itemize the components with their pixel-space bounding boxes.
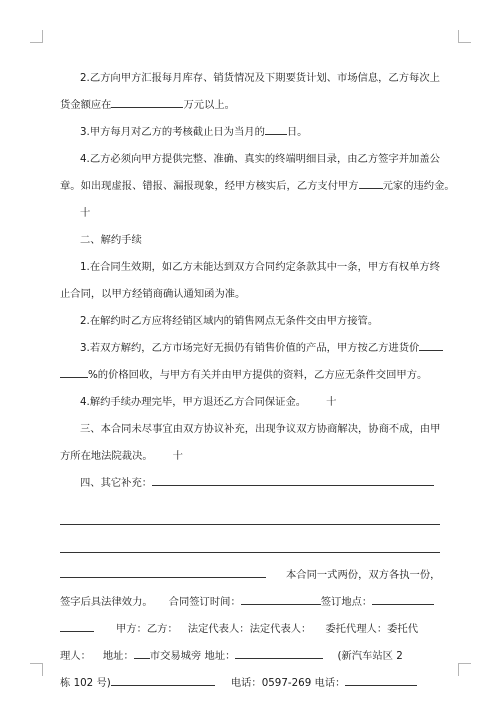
clause-text: 货金额应在: [60, 99, 112, 111]
termination-clause-2: [60, 308, 440, 335]
agent-a-label: 委托代理人：: [325, 623, 388, 635]
clause-text: 签字后具法律效力。: [60, 596, 153, 608]
document-body: [60, 65, 455, 697]
plus-text: 十: [172, 450, 183, 462]
phone-line: [60, 670, 440, 697]
clause-4-line-1: [60, 146, 440, 173]
address-a-blank[interactable]: [134, 647, 150, 659]
plus-text: 十: [326, 396, 337, 408]
crop-mark-bottom-left: [30, 663, 43, 676]
clause-text: 章。如出现虚报、错报、漏报现象，经甲方核实后，乙方支付甲方: [60, 180, 359, 192]
party-b-label: 乙方：: [146, 623, 178, 635]
clause-text: 2.在解约时乙方应将经销区域内的销售网点无条件交由甲方接管。: [80, 315, 379, 327]
plus-mark: [60, 200, 440, 227]
clause-text: 4.乙方必须向甲方提供完整、准确、真实的终端明细目录，由乙方签字并加盖公: [80, 153, 440, 165]
date-label: 合同签订时间：: [168, 596, 241, 608]
clause-text: 3.若双方解约，乙方市场完好无损仍有销售价值的产品，甲方按乙方进货价: [80, 342, 420, 354]
clause-4-line-2: [60, 173, 455, 200]
supplement-line-3[interactable]: [60, 566, 266, 578]
clause-text: 元家的违约金。: [382, 180, 455, 192]
party-a-label: 甲方：: [116, 623, 147, 635]
copies-line: [60, 562, 440, 589]
section-4-heading: [60, 470, 440, 497]
parties-line: [60, 616, 440, 643]
clause-text: 本合同一式两份，双方各执一份，: [286, 569, 441, 581]
termination-clause-3-line-2: [60, 362, 440, 389]
clause-text: 方所在地法院裁决。: [60, 450, 153, 462]
phone-b-blank[interactable]: [345, 674, 417, 686]
address-note: (新汽车站区 2: [337, 650, 403, 662]
termination-clause-3-line-1: [60, 335, 440, 362]
crop-mark-top-left: [30, 30, 43, 43]
address-extra-blank[interactable]: [111, 674, 215, 686]
day-blank[interactable]: [265, 123, 287, 135]
clause-3: [60, 119, 440, 146]
clause-2-line-1: [60, 65, 440, 92]
clause-text: 三、本合同未尽事宜由双方协议补充，出现争议双方协商解决，协商不成，由甲: [80, 423, 441, 435]
supplement-blank[interactable]: [152, 474, 434, 486]
sign-place-blank[interactable]: [372, 593, 434, 605]
supplement-line-1[interactable]: [60, 506, 440, 525]
address-b-label: 市交易城旁 地址：: [149, 650, 236, 662]
section-3-line-2: [60, 443, 440, 470]
section-2-heading: [60, 227, 440, 254]
sign-date-line: [60, 589, 440, 616]
amount-blank[interactable]: [111, 96, 183, 108]
termination-clause-4: [60, 389, 440, 416]
plus-text: 十: [80, 207, 91, 219]
clause-text: 4.解约手续办理完毕，甲方退还乙方合同保证金。: [80, 396, 307, 408]
legal-rep-b-label: 法定代表人：: [249, 623, 312, 635]
clause-2-line-2: [60, 92, 440, 119]
sign-date-blank[interactable]: [241, 593, 321, 605]
agent-label-cont: 理人：: [60, 650, 91, 662]
address-note-cont: 栋 102 号): [60, 677, 111, 689]
clause-text: 日。: [286, 126, 308, 138]
address-a-label: 地址：: [102, 650, 134, 662]
crop-mark-bottom-right: [458, 663, 471, 676]
heading-text: 四、其它补充：: [80, 477, 153, 489]
percent-blank[interactable]: [60, 366, 88, 378]
price-blank[interactable]: [419, 339, 443, 351]
clause-text: 3.甲方每月对乙方的考核截止日为当月的: [80, 126, 265, 138]
penalty-blank[interactable]: [359, 177, 383, 189]
clause-text: %的价格回收，与甲方有关并由甲方提供的资料，乙方应无条件交回甲方。: [88, 369, 428, 381]
sign-place-blank-cont[interactable]: [60, 620, 94, 632]
clause-text: 2.乙方向甲方汇报每月库存、销货情况及下期要货计划、市场信息，乙方每次上: [80, 72, 440, 84]
place-label: 签订地点：: [320, 596, 373, 608]
supplement-line-2[interactable]: [60, 534, 440, 553]
crop-mark-top-right: [458, 30, 471, 43]
agent-b-label: 委托代: [387, 623, 419, 635]
heading-text: 二、解约手续: [80, 234, 142, 246]
address-line: [60, 643, 440, 670]
section-3-line-1: [60, 416, 440, 443]
termination-clause-1: [60, 254, 440, 308]
phone-label: 电话：0597-269 电话：: [230, 677, 346, 689]
clause-text: 1.在合同生效期，如乙方未能达到双方合同约定条款其中一条，甲方有权单方终止合同，以甲方经销商确认通知函为准。: [60, 261, 440, 300]
clause-text: 万元以上。: [183, 99, 235, 111]
address-b-blank[interactable]: [235, 647, 323, 659]
legal-rep-a-label: 法定代表人：: [187, 623, 250, 635]
